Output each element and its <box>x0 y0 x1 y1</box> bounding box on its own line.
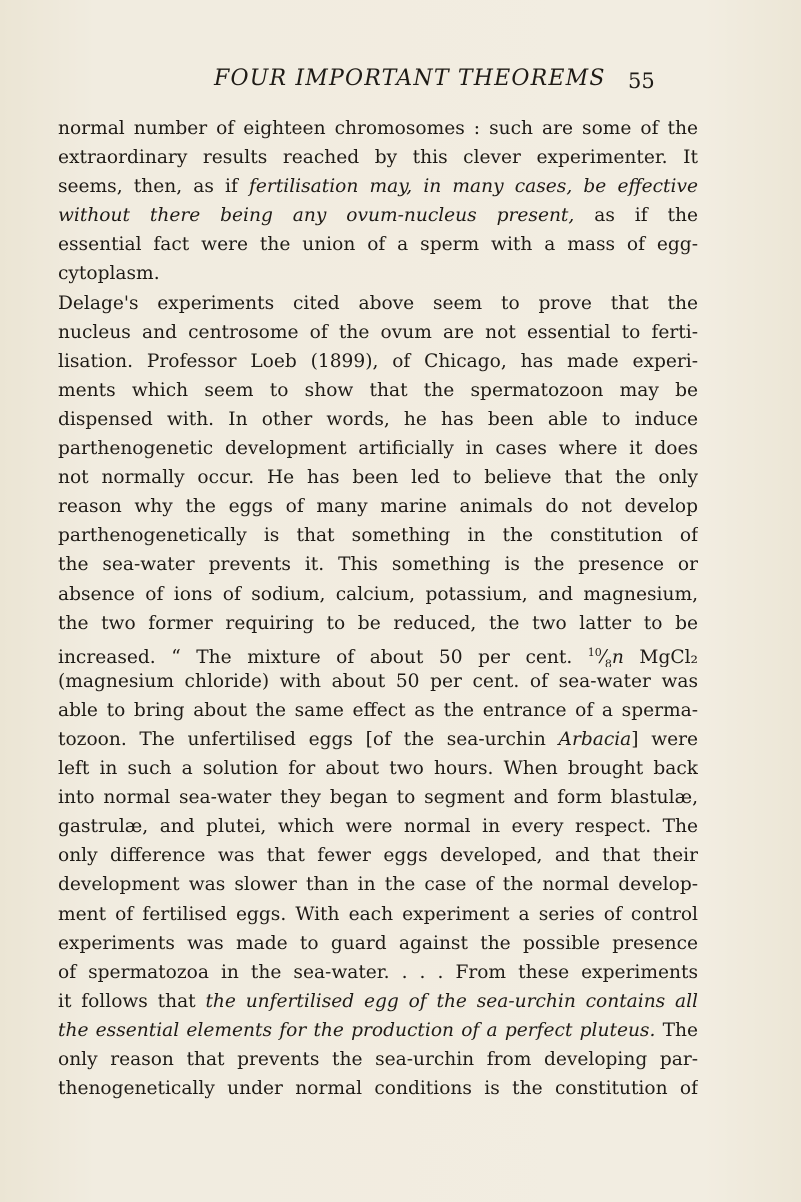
fraction: $^{10}⁄_8n$ <box>587 645 624 667</box>
text-segment: Delage's experiments cited above seem to prove that the <box>58 292 698 314</box>
text-segment: as if the <box>574 205 698 227</box>
text-line <box>58 521 698 550</box>
text-line <box>58 841 698 870</box>
italic-text: without there being any ovum-nucleus present, <box>58 205 575 227</box>
text-segment: the sea-water prevents it. This something is the presence or <box>58 554 698 576</box>
text-segment: essential fact were the union of a sperm with a mass of egg- <box>58 234 698 256</box>
text-line <box>58 667 698 696</box>
text-segment: the two former requiring to be reduced, the two latter to be <box>58 612 698 634</box>
text-segment: (magnesium chloride) with about 50 per cent. of sea-water was <box>58 670 698 692</box>
text-line <box>58 230 698 259</box>
text-line <box>58 318 698 347</box>
text-segment: thenogenetically under normal conditions is the constitution of <box>58 1078 698 1100</box>
running-head: FOUR IMPORTANT THEOREMS <box>214 66 606 91</box>
paragraph <box>58 114 698 289</box>
italic-text: the essential elements for the production of a perfect pluteus. <box>58 1019 656 1041</box>
text-line <box>58 1074 698 1103</box>
text-segment: extraordinary results reached by this clever experimenter. It <box>58 147 698 169</box>
text-line <box>58 201 698 230</box>
text-line <box>58 812 698 841</box>
text-line <box>58 259 698 288</box>
text-line <box>58 405 698 434</box>
text-segment: parthenogenetically is that something in the constitution of <box>58 525 698 547</box>
text-line <box>58 870 698 899</box>
text-line <box>58 463 698 492</box>
text-segment: of spermatozoa in the sea-water. . . . From these experiments <box>58 961 698 983</box>
text-line <box>58 638 698 667</box>
text-line <box>58 929 698 958</box>
text-segment: ments which seem to show that the spermatozoon may be <box>58 379 698 401</box>
text-line <box>58 1045 698 1074</box>
text-line <box>58 1016 698 1045</box>
text-segment: tozoon. The unfertilised eggs [of the sea-urchin <box>58 728 559 750</box>
text-line <box>58 492 698 521</box>
text-line <box>58 754 698 783</box>
page-number: 55 <box>628 69 655 93</box>
text-segment: not normally occur. He has been led to believe that the only <box>58 467 698 489</box>
text-segment: only reason that prevents the sea-urchin from developing par- <box>58 1049 698 1070</box>
text-line <box>58 783 698 812</box>
text-line <box>58 725 698 754</box>
text-line <box>58 289 698 318</box>
text-segment: gastrulæ, and plutei, which were normal in every respect. The <box>58 816 698 838</box>
text-line <box>58 958 698 987</box>
text-line <box>58 114 698 143</box>
text-line <box>58 172 698 201</box>
text-segment: development was slower than in the case of the normal develop- <box>58 874 698 896</box>
text-segment: increased. “ The mixture of about 50 per cent. <box>58 646 588 667</box>
text-line <box>58 434 698 463</box>
text-line <box>58 550 698 579</box>
text-segment: able to bring about the same effect as the entrance of a sperma- <box>58 699 698 721</box>
text-segment: lisation. Professor Loeb (1899), of Chicago, has made experi- <box>58 350 698 372</box>
text-segment: dispensed with. In other words, he has been able to induce <box>58 408 698 430</box>
text-segment: normal number of eighteen chromosomes : such are some of the <box>58 118 698 139</box>
paragraph <box>58 289 698 1104</box>
text-segment: only difference was that fewer eggs developed, and that their <box>58 845 698 867</box>
text-segment: reason why the eggs of many marine animals do not develop <box>58 496 698 518</box>
text-segment: absence of ions of sodium, calcium, potassium, and magnesium, <box>58 583 698 605</box>
text-segment: left in such a solution for about two hours. When brought back <box>58 758 698 780</box>
text-segment: seems, then, as if <box>58 176 250 198</box>
text-segment: cytoplasm. <box>58 263 160 285</box>
text-segment: experiments was made to guard against the possible presence <box>58 932 698 954</box>
text-segment: ment of fertilised eggs. With each experiment a series of control <box>58 903 698 925</box>
italic-text: Arbacia <box>558 728 632 750</box>
italic-text: the unfertilised egg of the sea-urchin contains all <box>205 990 698 1012</box>
text-line <box>58 143 698 172</box>
text-line <box>58 609 698 638</box>
text-segment: ] were <box>631 728 698 750</box>
italic-text: fertilisation may, in many cases, be effective <box>249 176 698 198</box>
text-segment: The <box>655 1019 698 1041</box>
text-segment: nucleus and centrosome of the ovum are not essential to ferti- <box>58 321 698 343</box>
text-segment: into normal sea-water they began to segment and form blastulæ, <box>58 787 698 809</box>
text-line <box>58 900 698 929</box>
text-segment: it follows that <box>58 990 206 1012</box>
body-text <box>58 114 698 1103</box>
text-line <box>58 987 698 1016</box>
text-line <box>58 580 698 609</box>
page-header <box>0 66 801 106</box>
text-line <box>58 347 698 376</box>
text-segment: MgCl₂ <box>623 646 698 667</box>
text-segment: parthenogenetic development artificially in cases where it does <box>58 438 698 460</box>
text-line <box>58 376 698 405</box>
text-line <box>58 696 698 725</box>
